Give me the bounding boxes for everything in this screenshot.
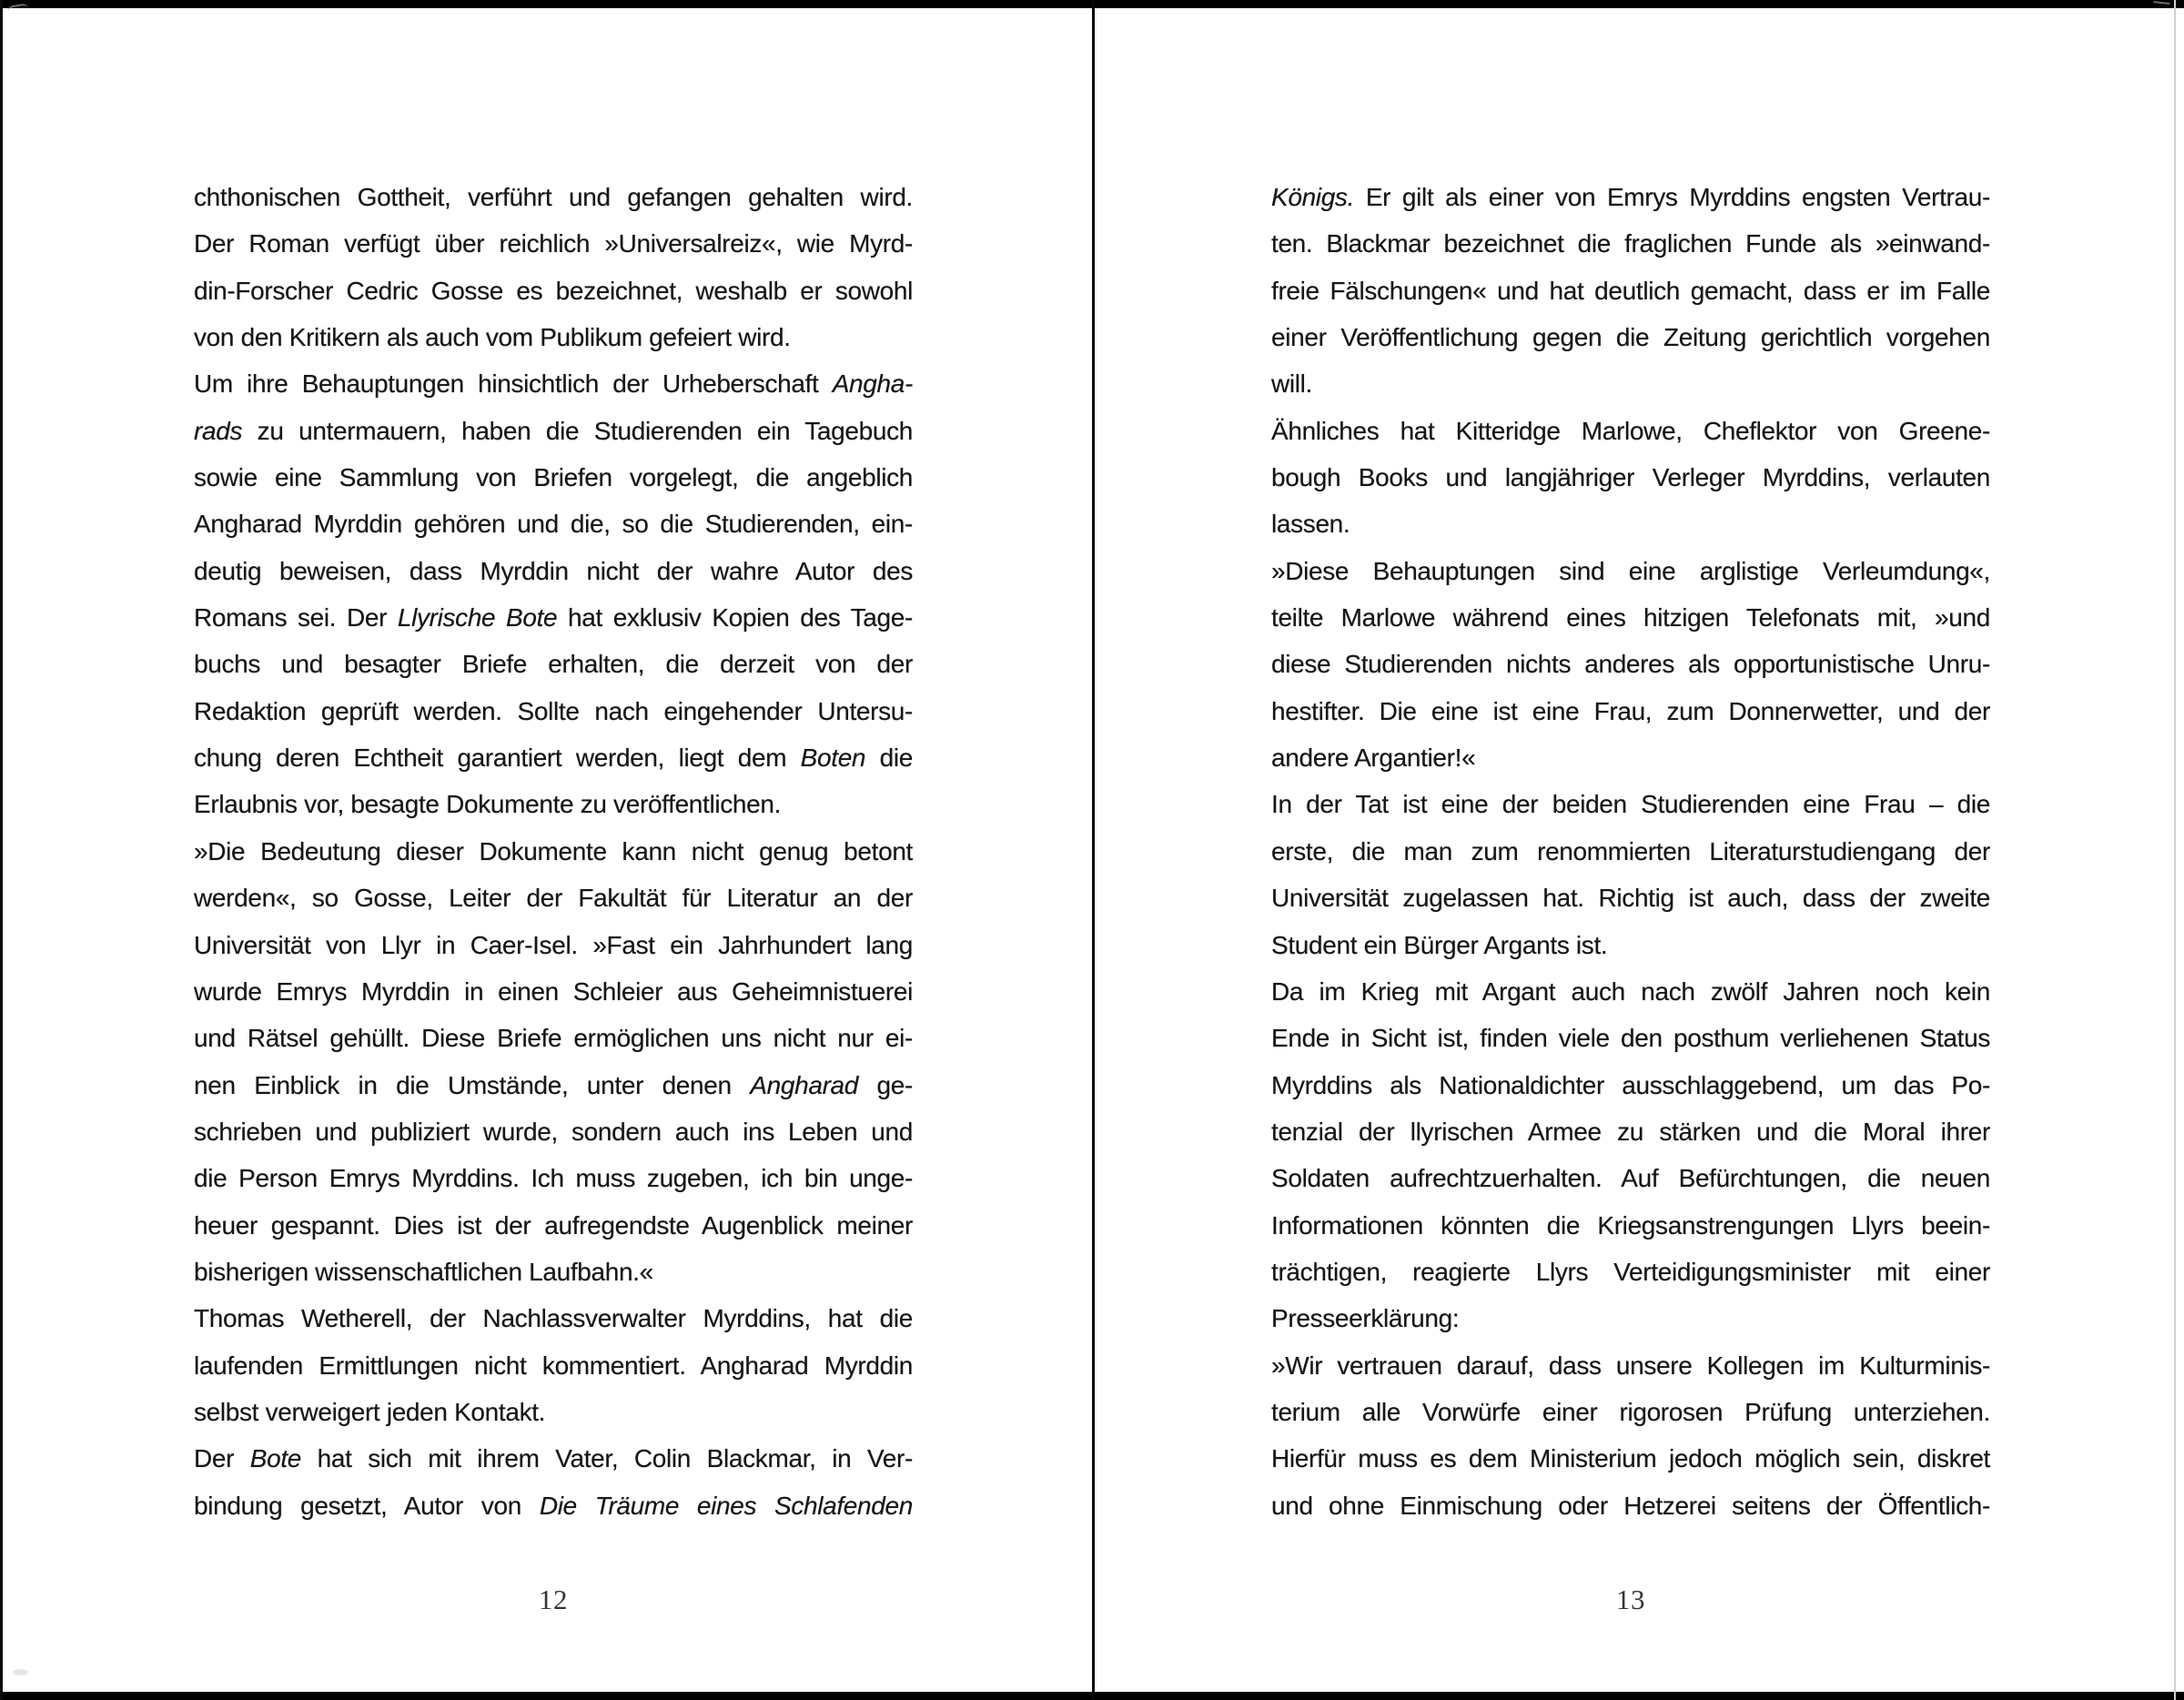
text-run: Er gilt als einer von Emrys Myrddins engsten Vertrau- [1354, 183, 1990, 211]
text-line [1271, 454, 1990, 501]
text-line [1271, 641, 1990, 687]
text-line [1271, 968, 1990, 1015]
text-run: Informationen könnten die Kriegsanstrengungen Llyrs beein- [1271, 1210, 1990, 1240]
page-number-right: 13 [1615, 1584, 1646, 1615]
page-right [1094, 0, 2184, 1700]
text-run: chthonischen Gottheit, verführt und gefangen gehalten wird. [194, 183, 913, 211]
text-line [1271, 1062, 1990, 1108]
text-line [1271, 1155, 1990, 1201]
text-line [194, 968, 913, 1015]
text-line [194, 1295, 913, 1341]
text-line [1271, 1108, 1990, 1155]
text-run: Hierfür muss es dem Ministerium jedoch möglich sein, diskret [1271, 1444, 1990, 1473]
text-line [1271, 1015, 1990, 1061]
text-run: und Rätsel gehüllt. Diese Briefe ermöglichen uns nicht nur ei- [194, 1024, 913, 1053]
text-run: buchs und besagter Briefe erhalten, die derzeit von der [194, 650, 913, 679]
text-line [1271, 1202, 1990, 1249]
text-run: terium alle Vorwürfe einer rigorosen Prüfung unterziehen. [1271, 1397, 1990, 1426]
text-run: Universität von Llyr in Caer-Isel. »Fast ein Jahrhundert lang [194, 930, 913, 959]
text-run: Thomas Wetherell, der Nachlassverwalter Myrddins, hat die [194, 1304, 913, 1333]
text-line [1271, 734, 1990, 781]
text-line [1271, 501, 1990, 547]
text-run: nen Einblick in die Umstände, unter denen [194, 1070, 751, 1099]
text-line [1271, 781, 1990, 827]
text-run: werden«, so Gosse, Leiter der Fakultät für Literatur an der [194, 884, 913, 913]
text-line [194, 1202, 913, 1249]
text-run: Um ihre Behauptungen hinsichtlich der Urheberschaft [194, 369, 833, 399]
text-run: wurde Emrys Myrddin in einen Schleier aus Geheimnistuerei [194, 976, 913, 1006]
text-line [1271, 408, 1990, 454]
text-run: Universität zugelassen hat. Richtig ist auch, dass der zweite [1271, 884, 1990, 913]
text-line [194, 1155, 913, 1201]
text-run: die [865, 744, 913, 773]
text-run: In der Tat ist eine der beiden Studierenden eine Frau – die [1271, 790, 1990, 819]
text-run-italic: rads [194, 416, 243, 445]
text-run: »Die Bedeutung dieser Dokumente kann nicht genug betont [194, 836, 913, 865]
text-run: Da im Krieg mit Argant auch nach zwölf Jahren noch kein [1271, 976, 1990, 1006]
text-line [194, 641, 913, 687]
text-line [1271, 1295, 1990, 1341]
text-line [194, 220, 913, 267]
text-run: will. [1271, 369, 1312, 399]
text-line [1271, 688, 1990, 734]
text-line [1271, 314, 1990, 360]
text-run: tenzial der llyrischen Armee zu stärken und die Moral ihrer [1271, 1117, 1990, 1146]
text-run: selbst verweigert jeden Kontakt. [194, 1397, 546, 1426]
text-run: trächtigen, reagierte Llyrs Verteidigungsminister mit einer [1271, 1257, 1990, 1286]
text-run: bisherigen wissenschaftlichen Laufbahn.« [194, 1257, 653, 1286]
text-run: lassen. [1271, 510, 1350, 539]
page-number-left: 12 [538, 1584, 569, 1615]
text-run: »Wir vertrauen darauf, dass unsere Kollegen im Kulturminis- [1271, 1351, 1990, 1380]
text-line [1271, 1435, 1990, 1482]
text-line [194, 548, 913, 594]
text-line [194, 501, 913, 547]
text-run-italic: Angha- [832, 369, 913, 399]
text-line [194, 174, 913, 220]
text-run: erste, die man zum renommierten Literaturstudiengang der [1271, 836, 1990, 865]
text-line [194, 314, 913, 360]
text-column-right [1271, 174, 1990, 1529]
text-run: Der [194, 1444, 250, 1473]
text-run-italic: Königs. [1271, 183, 1355, 211]
text-run: bough Books und langjähriger Verleger Myrddins, verlauten [1271, 463, 1990, 492]
text-line [1271, 875, 1990, 921]
text-line [194, 360, 913, 407]
text-line [194, 594, 913, 641]
text-run: Ähnliches hat Kitteridge Marlowe, Cheflektor von Greene- [1271, 416, 1990, 445]
text-line [194, 875, 913, 921]
text-line [194, 922, 913, 968]
text-run: Myrddins als Nationaldichter ausschlaggebend, um das Po- [1271, 1070, 1990, 1099]
text-run: laufenden Ermittlungen nicht kommentiert. Angharad Myrddin [194, 1351, 913, 1380]
text-run-italic: Die Träume eines Schlafenden [539, 1491, 913, 1520]
text-line [194, 828, 913, 875]
text-run: einer Veröffentlichung gegen die Zeitung gerichtlich vorgehen [1271, 323, 1990, 352]
text-run: chung deren Echtheit garantiert werden, liegt dem [194, 744, 801, 773]
text-run: Presseerklärung: [1271, 1304, 1460, 1333]
text-line [1271, 174, 1990, 220]
text-line [1271, 1389, 1990, 1435]
text-run: Ende in Sicht ist, finden viele den posthum verliehenen Status [1271, 1024, 1990, 1053]
text-run: heuer gespannt. Dies ist der aufregendste Augenblick meiner [194, 1210, 913, 1240]
text-line [194, 1249, 913, 1295]
text-run: hestifter. Die eine ist eine Frau, zum Donnerwetter, und der [1271, 696, 1990, 725]
text-line [1271, 1482, 1990, 1529]
text-line [1271, 1342, 1990, 1389]
text-line [1271, 594, 1990, 641]
text-line [1271, 548, 1990, 594]
text-run: hat sich mit ihrem Vater, Colin Blackmar, in Ver- [301, 1444, 913, 1473]
text-run-italic: Bote [249, 1444, 302, 1473]
text-run: diese Studierenden nichts anderes als opportunistische Unru- [1271, 650, 1990, 679]
text-line [194, 1342, 913, 1389]
text-run: schrieben und publiziert wurde, sondern auch ins Leben und [194, 1117, 913, 1146]
text-line [194, 1015, 913, 1061]
text-line [194, 1108, 913, 1155]
text-run: sowie eine Sammlung von Briefen vorgelegt, die angeblich [194, 463, 913, 492]
text-run: andere Argantier!« [1271, 744, 1476, 773]
text-line [194, 1482, 913, 1529]
text-line [1271, 360, 1990, 407]
text-run: ge- [858, 1070, 914, 1099]
text-run: din-Forscher Cedric Gosse es bezeichnet, weshalb er sowohl [194, 276, 913, 305]
text-run: Erlaubnis vor, besagte Dokumente zu veröffentlichen. [194, 790, 782, 819]
text-run: Der Roman verfügt über reichlich »Universalreiz«, wie Myrd- [194, 229, 913, 258]
text-run: Soldaten aufrechtzuerhalten. Auf Befürchtungen, die neuen [1271, 1164, 1990, 1193]
text-line [1271, 828, 1990, 875]
text-run: Romans sei. Der [194, 603, 398, 632]
text-run: die Person Emrys Myrddins. Ich muss zugeben, ich bin unge- [194, 1164, 913, 1193]
text-run: bindung gesetzt, Autor von [194, 1491, 540, 1520]
text-line [1271, 922, 1990, 968]
text-line [194, 781, 913, 827]
text-line [194, 1435, 913, 1482]
text-run-italic: Llyrische Bote [397, 603, 558, 632]
text-run: Angharad Myrddin gehören und die, so die Studierenden, ein- [194, 510, 913, 539]
text-run-italic: Angharad [750, 1070, 859, 1099]
text-column-left [194, 174, 913, 1529]
text-line [194, 1389, 913, 1435]
text-run: deutig beweisen, dass Myrddin nicht der wahre Autor des [194, 556, 913, 585]
text-line [194, 1062, 913, 1108]
text-run: freie Fälschungen« und hat deutlich gemacht, dass er im Falle [1271, 276, 1990, 305]
text-run: Student ein Bürger Argants ist. [1271, 930, 1608, 959]
text-run: zu untermauern, haben die Studierenden ein Tagebuch [242, 416, 913, 445]
text-run: und ohne Einmischung oder Hetzerei seitens der Öffentlich- [1271, 1491, 1990, 1520]
text-line [194, 268, 913, 314]
text-run: Redaktion geprüft werden. Sollte nach eingehender Untersu- [194, 696, 913, 725]
text-run-italic: Boten [800, 744, 866, 773]
text-run: »Diese Behauptungen sind eine arglistige Verleumdung«, [1271, 556, 1990, 585]
text-line [194, 734, 913, 781]
text-line [194, 688, 913, 734]
text-run: teilte Marlowe während eines hitzigen Telefonats mit, »und [1271, 603, 1990, 632]
text-line [1271, 268, 1990, 314]
text-line [194, 454, 913, 501]
text-run: ten. Blackmar bezeichnet die fraglichen Funde als »einwand- [1271, 229, 1990, 258]
text-line [194, 408, 913, 454]
text-run: hat exklusiv Kopien des Tage- [557, 603, 913, 632]
text-line [1271, 1249, 1990, 1295]
text-line [1271, 220, 1990, 267]
text-run: von den Kritikern als auch vom Publikum gefeiert wird. [194, 323, 791, 352]
